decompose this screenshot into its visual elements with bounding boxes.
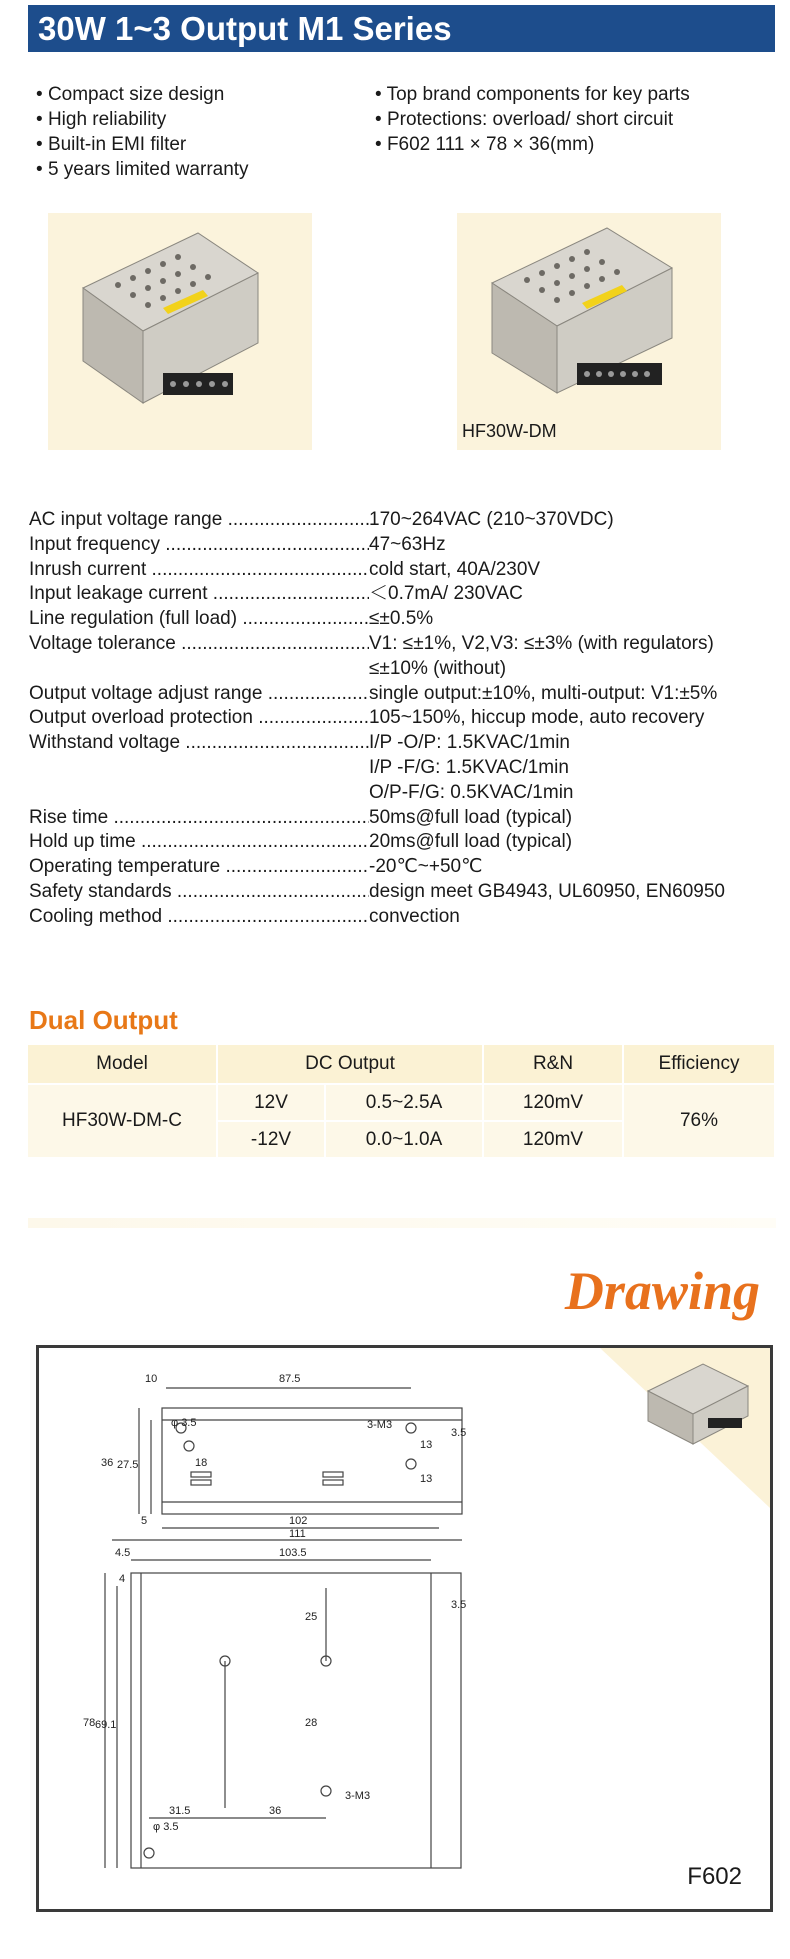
- divider: [28, 1218, 776, 1228]
- spec-value-line: O/P-F/G: 0.5KVAC/1min: [369, 781, 574, 803]
- dim-label: 4.5: [115, 1547, 131, 1559]
- header-model: Model: [28, 1045, 217, 1084]
- spec-value-line: ≤±10% (without): [369, 657, 507, 679]
- spec-label: Hold up time .....: [29, 830, 369, 855]
- product-photo-single: [48, 213, 312, 450]
- drawing-heading: Drawing: [564, 1261, 760, 1321]
- spec-value: -20℃~+50℃: [369, 856, 483, 878]
- spec-value: [369, 731, 789, 805]
- dim-label: 31.5: [169, 1805, 191, 1817]
- spec-row: [29, 508, 789, 533]
- dim-label: 28: [305, 1717, 318, 1729]
- photo-caption: HF30W-DM: [462, 421, 557, 441]
- spec-value-line: V1: ≤±1%, V2,V3: ≤±3% (with regulators): [369, 632, 714, 654]
- dim-label: 102: [289, 1515, 308, 1527]
- power-supply-image: [48, 213, 312, 450]
- spec-value: ＜0.7mA/ 230VAC: [369, 583, 523, 605]
- dim-label: 4: [119, 1573, 126, 1585]
- feature-item: • Top brand components for key parts: [375, 82, 690, 107]
- spec-value: 50ms@full load (typical): [369, 806, 573, 828]
- dim-label: 13: [420, 1439, 433, 1451]
- spec-label: Withstand voltage .....: [29, 731, 369, 805]
- dim-label: 3.5: [451, 1599, 467, 1611]
- spec-label: Line regulation (full load) .....: [29, 607, 369, 632]
- cell-voltage: 12V: [217, 1084, 325, 1121]
- dim-label: 3-M3: [367, 1419, 393, 1431]
- title-bar: [28, 5, 775, 52]
- spec-row: [29, 706, 789, 731]
- dim-label: φ 3.5: [153, 1821, 179, 1833]
- spec-value: cold start, 40A/230V: [369, 558, 541, 580]
- spec-row: [29, 558, 789, 583]
- product-photo-dual: [457, 213, 721, 450]
- spec-value: single output:±10%, multi-output: V1:±5%: [369, 682, 718, 704]
- spec-value: convection: [369, 905, 460, 927]
- dim-label: 10: [145, 1373, 158, 1385]
- dim-label: φ 3.5: [171, 1417, 197, 1429]
- spec-label: Output voltage adjust range .....: [29, 682, 369, 707]
- spec-label: Rise time .....: [29, 806, 369, 831]
- spec-label: Input frequency .....: [29, 533, 369, 558]
- dual-output-heading: Dual Output: [29, 1005, 178, 1035]
- dim-label: 87.5: [279, 1373, 301, 1385]
- feature-item: • Protections: overload/ short circuit: [375, 107, 690, 132]
- spec-label: Input leakage current .....: [29, 582, 369, 607]
- dim-label: 5: [141, 1515, 148, 1527]
- dim-label: 27.5: [117, 1459, 139, 1471]
- spec-value: [369, 632, 789, 682]
- spec-row: [29, 582, 789, 607]
- page-title: 30W 1~3 Output M1 Series: [38, 10, 452, 47]
- spec-row: [29, 830, 789, 855]
- dim-label: 103.5: [279, 1547, 307, 1559]
- power-supply-image: [457, 213, 721, 450]
- dim-label: 69.1: [95, 1719, 117, 1731]
- drawing-model-code: F602: [687, 1863, 742, 1890]
- spec-value: design meet GB4943, UL60950, EN60950: [369, 880, 725, 902]
- feature-item: • Built-in EMI filter: [36, 132, 249, 157]
- cell-model: HF30W-DM-C: [28, 1084, 217, 1157]
- mechanical-drawing: [36, 1345, 773, 1912]
- spec-row: [29, 855, 789, 880]
- feature-item: • High reliability: [36, 107, 249, 132]
- spec-value: ≤±0.5%: [369, 608, 434, 630]
- header-dc-output: DC Output: [217, 1045, 483, 1084]
- dim-label: 111: [289, 1528, 306, 1540]
- spec-row: [29, 880, 789, 905]
- dim-label: 3.5: [451, 1427, 467, 1439]
- dim-label: 25: [305, 1611, 318, 1623]
- spec-row: [29, 533, 789, 558]
- dim-label: 18: [195, 1457, 208, 1469]
- dimension-drawing: [39, 1348, 770, 1909]
- spec-label: Output overload protection .....: [29, 706, 369, 731]
- spec-value-line: I/P -O/P: 1.5KVAC/1min: [369, 732, 570, 754]
- spec-value: 170~264VAC (210~370VDC): [369, 509, 614, 530]
- spec-label: AC input voltage range .....: [29, 508, 369, 533]
- spec-row: [29, 682, 789, 707]
- spec-value: 47~63Hz: [369, 533, 446, 555]
- header-rn: R&N: [483, 1045, 623, 1084]
- specifications-list: [29, 508, 789, 930]
- dim-label: 78: [83, 1717, 96, 1729]
- dim-label: 13: [420, 1473, 433, 1485]
- cell-rn: 120mV: [483, 1084, 623, 1121]
- table-row: [28, 1084, 775, 1121]
- spec-label: Cooling method .....: [29, 905, 369, 930]
- spec-value-line: I/P -F/G: 1.5KVAC/1min: [369, 756, 569, 778]
- spec-value: 105~150%, hiccup mode, auto recovery: [369, 707, 705, 729]
- spec-label: Voltage tolerance .....: [29, 632, 369, 682]
- header-efficiency: Efficiency: [623, 1045, 775, 1084]
- spec-value: 20ms@full load (typical): [369, 831, 573, 853]
- cell-current: 0.5~2.5A: [325, 1084, 483, 1121]
- dim-label: 36: [269, 1805, 282, 1817]
- feature-item: • 5 years limited warranty: [36, 157, 249, 182]
- spec-label: Safety standards .....: [29, 880, 369, 905]
- spec-row: [29, 806, 789, 831]
- feature-list-left: [36, 82, 249, 182]
- table-header-row: [28, 1045, 775, 1084]
- feature-list-right: [375, 82, 690, 157]
- dual-output-table: [28, 1045, 776, 1157]
- feature-item: • Compact size design: [36, 82, 249, 107]
- cell-current: 0.0~1.0A: [325, 1121, 483, 1157]
- spec-label: Operating temperature .....: [29, 855, 369, 880]
- spec-row: [29, 607, 789, 632]
- cell-efficiency: 76%: [623, 1084, 775, 1157]
- cell-voltage: -12V: [217, 1121, 325, 1157]
- spec-label: Inrush current .....: [29, 558, 369, 583]
- spec-row: [29, 632, 789, 682]
- dim-label: 3-M3: [345, 1790, 371, 1802]
- spec-row: [29, 905, 789, 930]
- cell-rn: 120mV: [483, 1121, 623, 1157]
- feature-item: • F602 111 × 78 × 36(mm): [375, 132, 690, 157]
- dim-label: 36: [101, 1457, 114, 1469]
- spec-row: [29, 731, 789, 805]
